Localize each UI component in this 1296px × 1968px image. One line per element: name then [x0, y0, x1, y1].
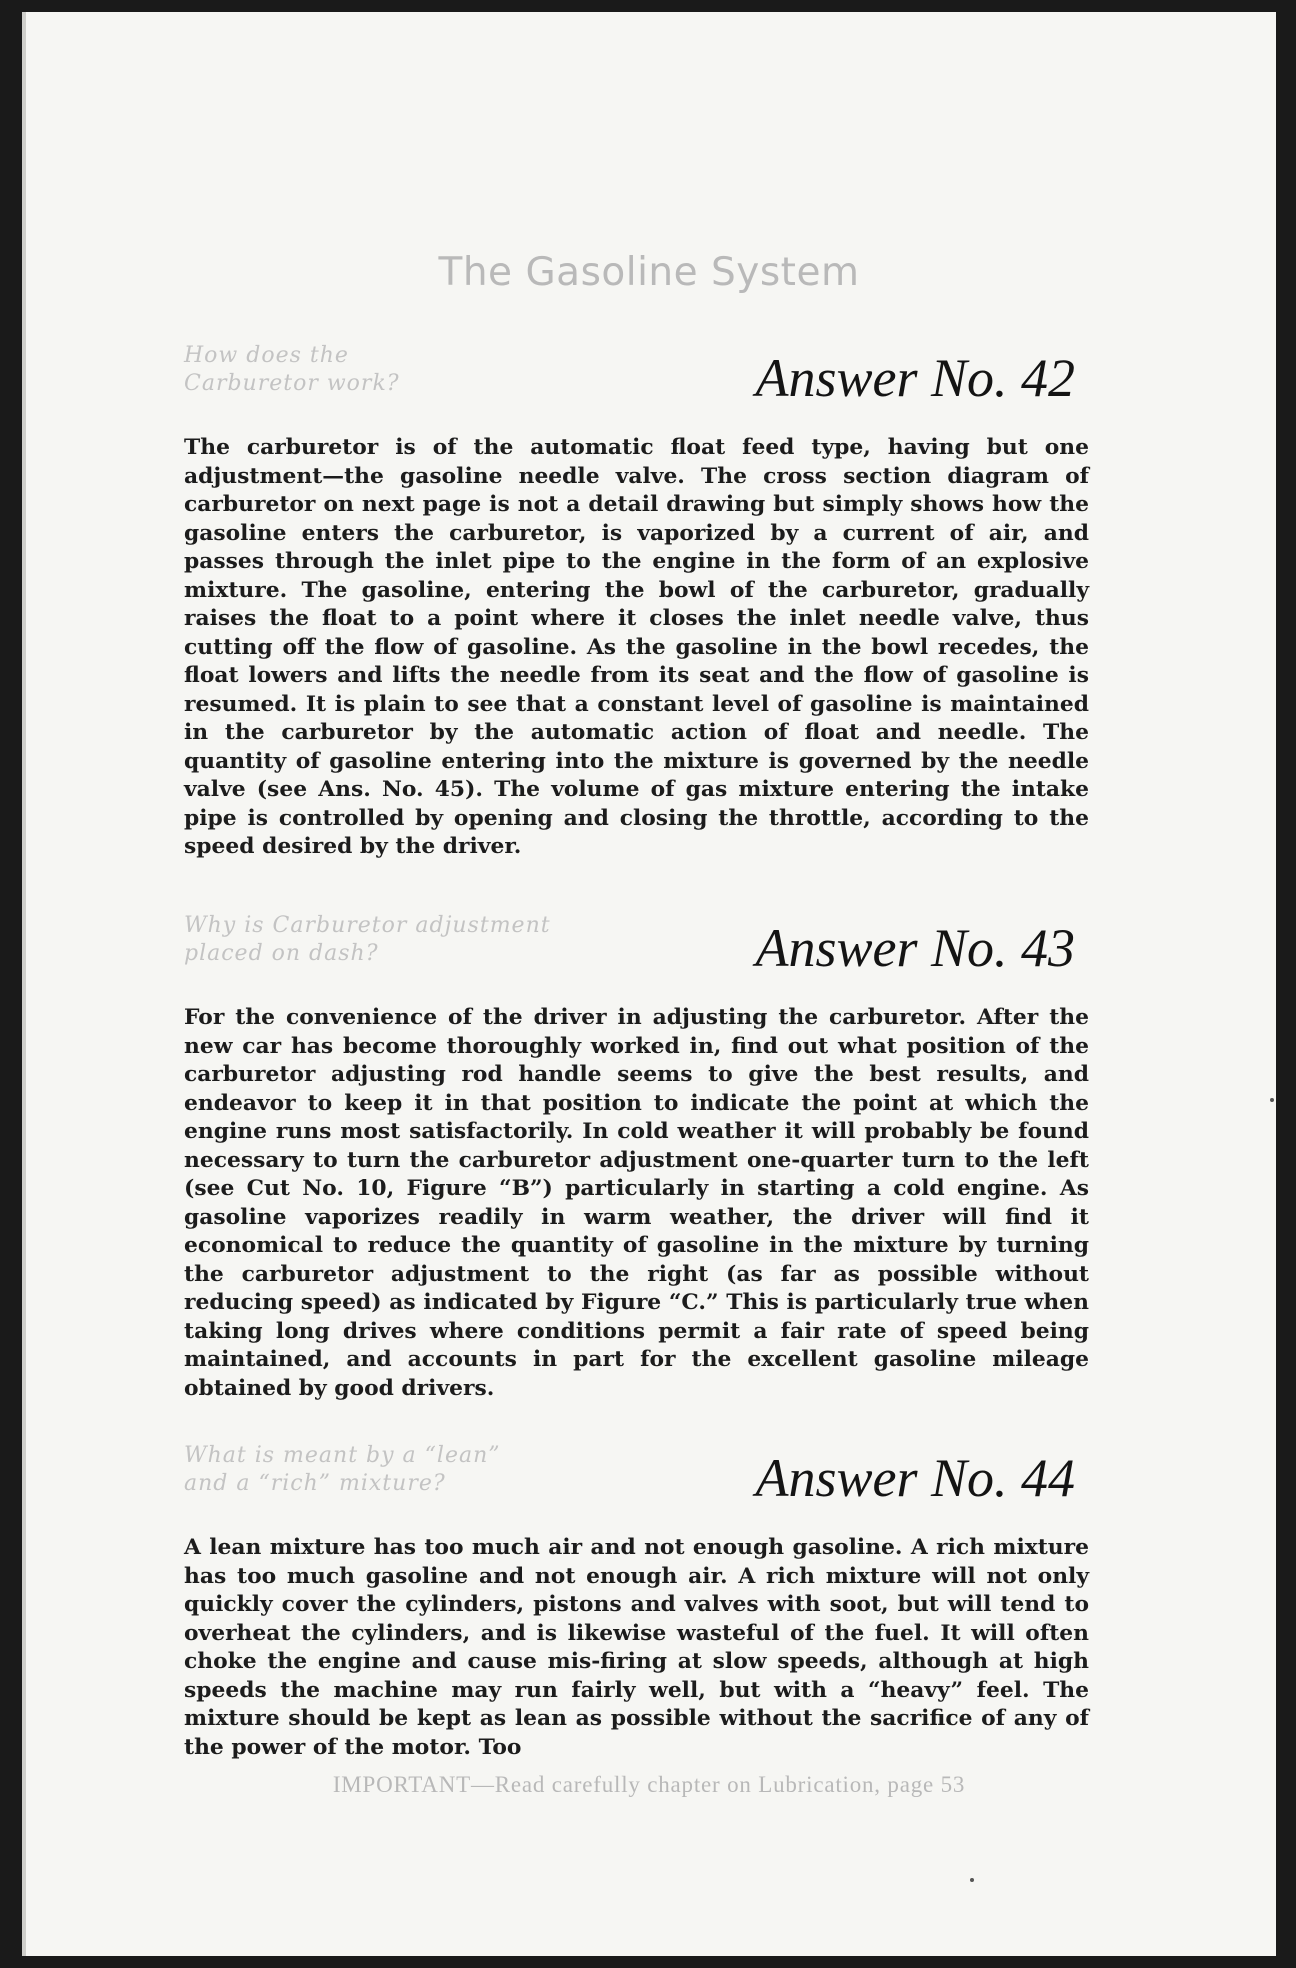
margin-question: What is meant by a “lean” and a “rich” mixture? [184, 1443, 501, 1496]
margin-question: Why is Carburetor adjustment placed on dash? [184, 913, 551, 966]
section-header [184, 1442, 1089, 1534]
page-edge [22, 12, 26, 1956]
answer-section-44 [184, 1442, 1089, 1762]
answer-body: For the convenience of the driver in adjusting the carburetor. After the new car has become thoroughly worked in, find out what position of the carburetor adjusting rod handle seems to give the best results, and endeavor to keep it in that position to indicate the point at which the engine runs most satisfactorily. In cold weather it will probably be found necessary to turn the carburetor adjustment one-quarter turn to the left (see Cut No. 10, Figure “B”) particularly in starting a cold engine. As gasoline vaporizes readily in warm weather, the driver will find it economical to reduce the quantity of gasoline in the mixture by turning the carburetor adjustment to the right (as far as possible without reducing speed) as indicated by Figure “C.” This is particularly true when taking long drives where conditions permit a fair rate of speed being maintained, and accounts in part for the excellent gasoline mileage obtained by good drivers. [184, 1005, 1089, 1401]
margin-question: How does the Carburetor work? [184, 343, 400, 396]
answer-heading: Answer No. 43 [755, 918, 1075, 978]
answer-section-43 [184, 912, 1089, 1403]
scan-speck [970, 1878, 974, 1882]
page-footer: IMPORTANT—Read carefully chapter on Lubrication, page 53 [332, 1772, 966, 1797]
scan-speck [1270, 1098, 1274, 1102]
answer-body: A lean mixture has too much air and not enough gasoline. A rich mixture has too much gasoline and not enough air. A rich mixture will not only quickly cover the cylinders, pistons and valves with soot, but will tend to overheat the cylinders, and is likewise wasteful of the fuel. It will often choke the engine and cause mis-firing at slow speeds, although at high speeds the machine may run fairly well, but with a “heavy” feel. The mixture should be kept as lean as possible without the sacrifice of any of the power of the motor. Too [184, 1535, 1089, 1760]
section-header [184, 912, 1089, 1004]
answer-body: The carburetor is of the automatic float feed type, having but one adjustment—the gasoline needle valve. The cross section diagram of carburetor on next page is not a detail drawing but simply shows how the gasoline enters the carburetor, is vaporized by a current of air, and passes through the inlet pipe to the engine in the form of an explosive mixture. The gasoline, entering the bowl of the carburetor, gradually raises the float to a point where it closes the inlet needle valve, thus cutting off the flow of gasoline. As the gasoline in the bowl recedes, the float lowers and lifts the needle from its seat and the flow of gasoline is resumed. It is plain to see that a constant level of gasoline is maintained in the carburetor by the automatic action of float and needle. The quantity of gasoline entering into the mixture is governed by the needle valve (see Ans. No. 45). The volume of gas mixture entering the intake pipe is controlled by opening and closing the throttle, according to the speed desired by the driver. [184, 435, 1089, 859]
section-header [184, 342, 1089, 434]
answer-heading: Answer No. 42 [755, 348, 1075, 408]
running-head: The Gasoline System [438, 250, 860, 295]
book-page [22, 12, 1276, 1956]
answer-heading: Answer No. 44 [755, 1448, 1075, 1508]
answer-section-42 [184, 342, 1089, 862]
